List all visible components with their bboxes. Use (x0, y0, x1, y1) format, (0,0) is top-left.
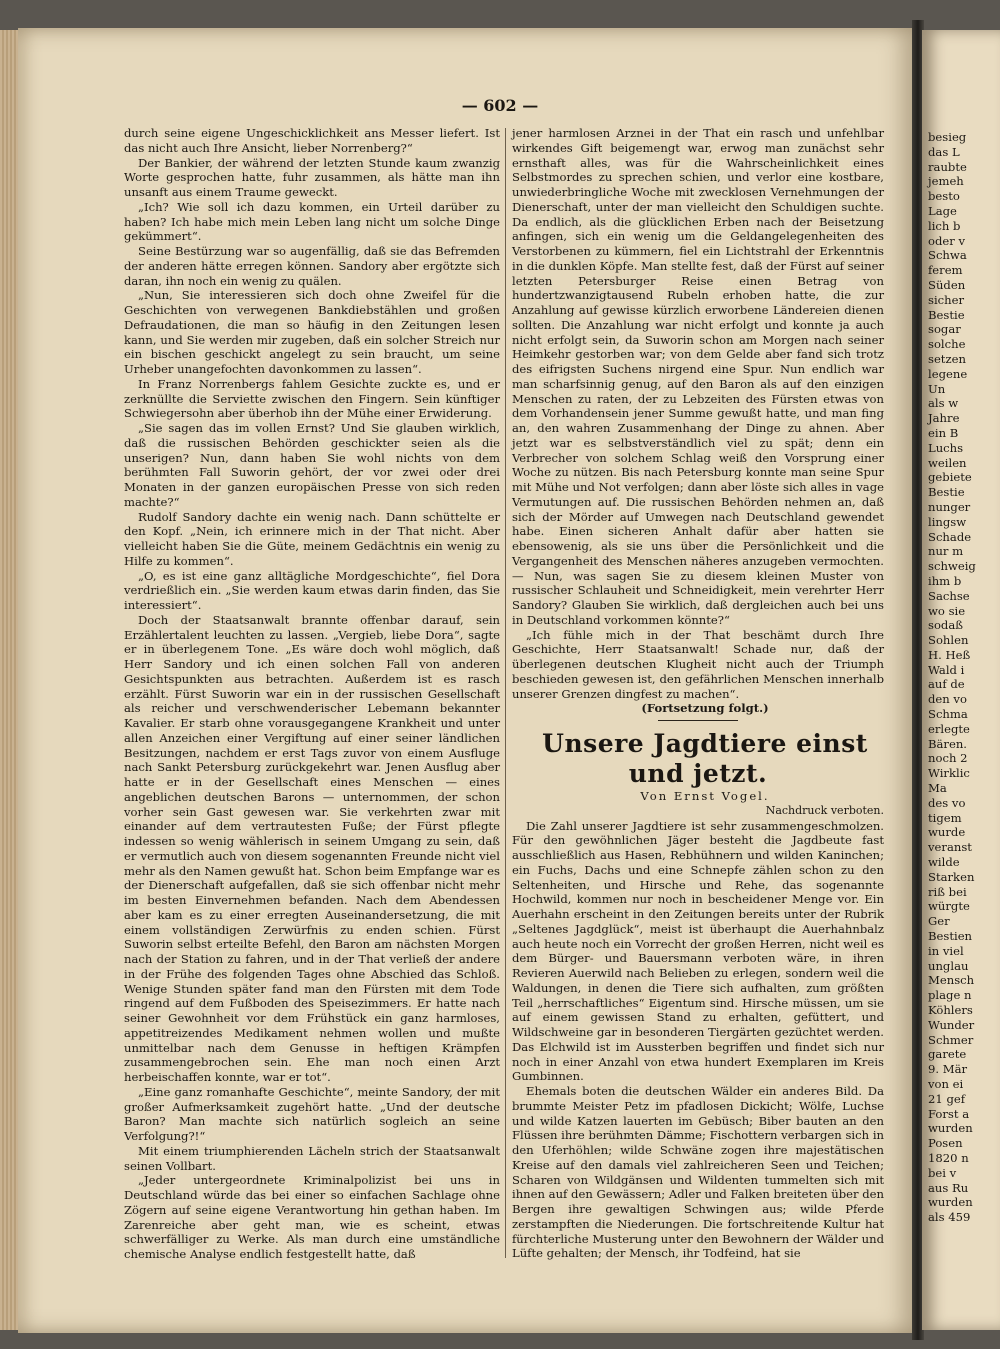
middle-column (512, 126, 884, 1261)
paragraph: jener harmlosen Arznei in der That ein rasch und unfehlbar wirkendes Gift beigemengt war, erwog man zunächst sehr ernsthaft alles, was für die Wahrscheinlichkeit eines Selbstmordes zu sprechen schien, und verlor eine kostbare, unwiederbringliche Woche mit zwecklosen Vernehmungen der Dienerschaft, unter der man vielleicht den Schuldigen suchte. Da endlich, als die glücklichen Erben nach der Beisetzung anfingen, sich ein wenig um die Geldangelegenheiten des Verstorbenen zu kümmern, fiel ein Lichtstrahl der Erkenntnis in die dunklen Köpfe. Man stellte fest, daß der Fürst auf seiner letzten Petersburger Reise einen Betrag von hundertzwanzigtausend Rubeln erhoben hatte, die zur Anzahlung auf gewisse kürzlich erworbene Ländereien dienen sollten. Die Anzahlung war nicht erfolgt und konnte ja auch nicht erfolgt sein, da Suworin schon am Morgen nach seiner Heimkehr gestorben war; von dem Gelde aber fand sich trotz des eifrigsten Suchens nirgend eine Spur. Nun endlich war man scharfsinnig genug, auf den Baron als auf den einzigen Menschen zu raten, der zu Lebzeiten des Fürsten etwas von dem Vorhandensein jener Summe gewußt hatte, und man fing an, den wahren Zusammenhang der Dinge zu ahnen. Aber jetzt war es selbstverständlich viel zu spät; denn ein Verbrecher von solchem Schlag weiß den Vorsprung einer Woche zu nützen. Bis nach Petersburg konnte man seine Spur mit Mühe und Not verfolgen; dann aber löste sich alles in vage Vermutungen auf. Die russischen Behörden nehmen an, daß sich der Mörder auf Umwegen nach Deutschland gewendet habe. Einen sicheren Anhalt dafür aber hatten sie ebensowenig, als sie uns über die Persönlichkeit und die Vergangenheit des Menschen näheres anzugeben vermochten. — Nun, was sagen Sie zu diesem kleinen Muster von russischer Schlauheit und Schneidigkeit, mein verehrter Herr Sandory? Glauben Sie wirklich, daß dergleichen auch bei uns in Deutschland vorkommen könnte?“ (512, 126, 884, 627)
facing-page-line: ferem (928, 263, 963, 278)
facing-page-line: auf de (928, 677, 965, 692)
paragraph: „O, es ist eine ganz alltägliche Mordgeschichte“, fiel Dora verdrießlich ein. „Sie werden kaum etwas darin finden, das Sie interessiert“. (124, 568, 500, 612)
facing-page-line: Bestie (928, 485, 965, 500)
facing-page-line: Schwa (928, 248, 967, 263)
facing-page-line: Starken (928, 869, 975, 884)
facing-page-line: wo sie (928, 603, 966, 618)
facing-page-line: setzen (928, 351, 966, 366)
facing-page-line: den vo (928, 692, 967, 707)
facing-page-line: H. Heß (928, 647, 971, 662)
facing-page-line: in viel (928, 943, 964, 958)
facing-page-line: Mensch (928, 973, 975, 988)
facing-page-line: oder v (928, 233, 966, 248)
facing-page-line: aus Ru (928, 1180, 969, 1195)
facing-page-text (928, 130, 1000, 1225)
facing-page-line: Schmer (928, 1032, 974, 1047)
facing-page-line: 1820 n (928, 1150, 969, 1165)
facing-page-line: Luchs (928, 440, 964, 455)
facing-page-line: von ei (928, 1077, 964, 1091)
facing-page-line: lingsw (928, 514, 967, 529)
facing-page-line: 21 gef (928, 1091, 966, 1106)
facing-page-line: jemeh (928, 174, 964, 189)
facing-page-line: sodaß (928, 618, 964, 633)
paragraph: Der Bankier, der während der letzten Stunde kaum zwanzig Worte gesprochen hatte, fuhr zusammen, als hätte man ihn unsanft aus einem Traume geweckt. (124, 155, 500, 199)
left-column (124, 126, 500, 1262)
facing-page-line: lich b (928, 218, 961, 233)
paragraph: „Nun, Sie interessieren sich doch ohne Zweifel für die Geschichten von verwegenen Bankdiebstählen und großen Defraudationen, die man so häufig in den Zeitungen lesen kann, und Sie werden mir zugeben, daß ein solcher Streich nur ein bischen geschickt angelegt zu sein braucht, um seine Urheber unangefochten davonkommen zu lassen“. (124, 288, 500, 376)
facing-page-line: das L (928, 144, 960, 159)
facing-page-line: weilen (928, 455, 967, 470)
paragraph: Mit einem triumphierenden Lächeln strich der Staatsanwalt seinen Vollbart. (124, 1143, 500, 1173)
facing-page-line: Sachse (928, 588, 970, 603)
facing-page-line: Wald i (928, 662, 965, 677)
facing-page-line: Posen (928, 1136, 963, 1151)
facing-page-line: wilde (928, 855, 960, 870)
facing-page-line: Bestie (928, 307, 965, 322)
facing-page-line: unglau (928, 958, 969, 973)
facing-page-line: ihm b (928, 573, 962, 588)
facing-page-line: Sohlen (928, 633, 969, 648)
facing-page-line: solche (928, 337, 966, 352)
paragraph: Ehemals boten die deutschen Wälder ein anderes Bild. Da brummte Meister Petz im pfadlosen Dickicht; Wölfe, Luchse und wilde Katzen lauerten im Gebüsch; Biber bauten an den Flüssen ihre berühmten Dämme; Fischottern verbargen sich in den Uferhöhlen; wilde Schwäne zogen ihre majestätischen Kreise auf den damals viel zahlreicheren Seen und Teichen; Scharen von Wildgänsen und Wildenten tummelten sich mit ihnen auf den Gewässern; Adler und Falken breiteten über den Bergen ihre gewaltigen Schwingen aus; wilde Pferde zerstampften die Niederungen. Die fortschreitende Kultur hat fürchterliche Musterung unter den Bewohnern der Wälder und Lüfte gehalten; der Mensch, ihr Todfeind, hat sie (512, 1084, 884, 1261)
facing-page-line: Wunder (928, 1017, 975, 1032)
facing-page-line: tigem (928, 810, 962, 825)
facing-page-line: als 459 (928, 1210, 971, 1225)
facing-page-line: des vo (928, 795, 966, 810)
facing-page-line: schweig (928, 559, 976, 574)
facing-page-line: würgte (928, 899, 970, 914)
article-title: Unsere Jagdtiere einst und jetzt. (542, 729, 868, 788)
facing-page-line: Ma (928, 781, 947, 796)
facing-page-line: ein B (928, 425, 959, 440)
facing-page-line: wurde (928, 825, 966, 840)
facing-page-line: sogar (928, 322, 961, 337)
facing-page-line: riß bei (928, 884, 967, 899)
facing-page-line: Süden (928, 277, 966, 292)
paragraph: „Ich? Wie soll ich dazu kommen, ein Urteil darüber zu haben? Ich habe mich mein Leben lang nicht um solche Dinge gekümmert“. (124, 199, 500, 244)
facing-page-line: Bären. (928, 736, 967, 751)
paragraph: „Jeder untergeordnete Kriminalpolizist bei uns in Deutschland würde das bei einer so einfachen Sachlage ohne Zögern auf seine eigene Verantwortung hin gethan haben. Im Zarenreiche aber geht man, wie es scheint, etwas schwerfälliger zu Werke. Als man durch eine umständliche chemische Analyse endlich festgestellt hatte, daß (124, 1173, 500, 1261)
paragraph: Seine Bestürzung war so augenfällig, daß sie das Befremden der anderen hätte erregen können. Sandory aber ergötzte sich daran, ihn noch ein wenig zu quälen. (124, 244, 500, 288)
facing-page-line: garete (928, 1047, 967, 1062)
paragraph: durch seine eigene Ungeschicklichkeit ans Messer liefert. Ist das nicht auch Ihre Ansicht, lieber Norrenberg?“ (124, 126, 500, 155)
facing-page-line: erlegte (928, 721, 970, 736)
facing-page-line: plage n (928, 988, 972, 1003)
facing-page-line: Forst a (928, 1106, 970, 1121)
facing-page-line: Schma (928, 707, 968, 722)
paragraph: Die Zahl unserer Jagdtiere ist sehr zusammengeschmolzen. Für den gewöhnlichen Jäger besteht die Jagdbeute fast ausschließlich aus Hasen, Rebhühnern und wilden Kaninchen; ein Fuchs, Dachs und eine Schnepfe zählen schon zu den Seltenheiten, und Hirsche und Rehe, das sogenannte Hochwild, kommen nur noch in bescheidener Menge vor. Ein Auerhahn erscheint in den Zeitungen bereits unter der Rubrik „Seltenes Jagdglück“, meist ist überhaupt die Auerhahnbalz auch heute noch ein Vorrecht der großen Herren, nicht weil es dem Bürger- und Bauersmann verboten wäre, in ihren Revieren Auerwild nach Belieben zu erlegen, sondern weil die Waldungen, in denen die Tiere sich aufhalten, zum größten Teil „herrschaftliches“ Eigentum sind. Hirsche müssen, um sie auf einem gewissen Stand zu erhalten, gefüttert, und Wildschweine gar in besonderen Tiergärten gezüchtet werden. Das Elchwild ist im Aussterben begriffen und findet sich nur noch in einer Anzahl von etwa hundert Exemplaren im Kreis Gumbinnen. (512, 818, 884, 1084)
facing-page-line: Lage (928, 203, 957, 218)
facing-page-line: veranst (928, 840, 972, 855)
paragraph: Doch der Staatsanwalt brannte offenbar darauf, sein Erzählertalent leuchten zu lassen. „Vergieb, liebe Dora“, sagte er in überlegenem Tone. „Es wäre doch wohl möglich, daß Herr Sandory und ich einen solchen Fall von anderen Gesichtspunkten aus betrachten. Außerdem ist es rasch erzählt. Fürst Suworin war ein in der russischen Gesellschaft als reicher und verschwenderischer Lebemann bekannter Kavalier. Er starb ohne vorausgegangene Krankheit und unter allen Anzeichen einer Vergiftung auf einer seiner ländlichen Besitzungen, nachdem er erst Tags zuvor von einem Ausfluge nach Sankt Petersburg zurückgekehrt war. Jenen Ausflug aber hatte er in der Gesellschaft eines Menschen — eines angeblichen deutschen Barons — unternommen, der schon vorher sein Gast gewesen war. Sie verkehrten zwar mit einander auf dem vertrautesten Fuße; der Fürst pflegte indessen so wenig wählerisch in seinem Umgang zu sein, daß er vermutlich auch von diesem sogenannten Freunde nicht viel mehr als den Namen gewußt hat. Schon beim Empfange war es der Dienerschaft aufgefallen, daß sie sich offenbar nicht mehr im besten Einvernehmen befanden. Nach dem Abendessen aber kam es zu einer erregten Auseinandersetzung, die mit einem vollständigen Zerwürfnis zu enden schien. Fürst Suworin selbst erteilte Befehl, den Baron am nächsten Morgen nach der Station zu fahren, und in der That verließ der andere in der Frühe des folgenden Tages ohne Abschied das Schloß. Wenige Stunden später fand man den Fürsten mit dem Tode ringend auf dem Fußboden des Speisezimmers. Er hatte nach seiner Gewohnheit vor dem Frühstück ein ganz harmloses, appetitreizendes Medikament nehmen wollen und mußte unmittelbar nach dem Genusse in heftigen Krämpfen zusammengebrochen sein. Ehe man noch einen Arzt herbeischaffen konnte, war er tot“. (124, 612, 500, 1084)
facing-page-line: Köhlers (928, 1003, 973, 1018)
page-number: — 602 — (461, 96, 539, 115)
facing-page-line: Bestien (928, 929, 973, 944)
facing-page-line: als w (928, 396, 959, 411)
facing-page-line: Ger (928, 914, 950, 929)
facing-page-line: bei v (928, 1165, 957, 1180)
paragraph: Rudolf Sandory dachte ein wenig nach. Dann schüttelte er den Kopf. „Nein, ich erinnere mich in der That nicht. Aber vielleicht haben Sie die Güte, meinem Gedächtnis ein wenig zu Hilfe zu kommen“. (124, 509, 500, 568)
facing-page-line: Un (928, 381, 946, 396)
column-divider (505, 128, 506, 1258)
paragraph: In Franz Norrenbergs fahlem Gesichte zuckte es, und er zerknüllte die Serviette zwischen den Fingern. Sein künftiger Schwiegersohn aber überhob ihn der Mühe einer Erwiderung. (124, 376, 500, 421)
paragraph: „Eine ganz romanhafte Geschichte“, meinte Sandory, der mit großer Aufmerksamkeit zugehört hatte. „Und der deutsche Baron? Man machte sich natürlich sogleich an seine Verfolgung?!“ (124, 1084, 500, 1143)
facing-page-line: sicher (928, 292, 965, 307)
reprint-note: Nachdruck verboten. (765, 803, 884, 817)
facing-page-line: nunger (928, 499, 971, 514)
continuation-note: (Fortsetzung folgt.) (641, 701, 769, 716)
facing-page-line: besieg (928, 130, 967, 144)
facing-page-line: wurden (928, 1195, 973, 1210)
facing-page-line: raubte (928, 159, 967, 174)
facing-page-line: gebiete (928, 470, 972, 485)
facing-page-line: besto (928, 189, 960, 204)
facing-page-line: Wirklic (928, 766, 970, 781)
facing-page-line: nur m (928, 544, 964, 559)
facing-page-line: noch 2 (928, 751, 968, 766)
facing-page-line: Schade (928, 529, 972, 544)
facing-page-line: wurden (928, 1121, 973, 1136)
facing-page-line: Jahre (928, 411, 960, 426)
article-byline: Von Ernst Vogel. (640, 789, 770, 803)
paragraph: „Ich fühle mich in der That beschämt durch Ihre Geschichte, Herr Staatsanwalt! Schade nur, daß der überlegenen deutschen Klugheit nicht auch der Triumph beschieden gewesen ist, den gefährlichen Menschen innerhalb unserer Grenzen dingfest zu machen“. (512, 627, 884, 701)
section-rule (658, 720, 738, 721)
paragraph: „Sie sagen das im vollen Ernst? Und Sie glauben wirklich, daß die russischen Behörden geschickter seien als die unserigen? Nun, dann haben Sie wohl nichts von dem berühmten Fall Suworin gehört, der vor zwei oder drei Monaten in der ganzen europäischen Presse von sich reden machte?“ (124, 421, 500, 509)
facing-page-line: 9. Mär (928, 1062, 968, 1077)
facing-page-line: legene (928, 366, 968, 381)
